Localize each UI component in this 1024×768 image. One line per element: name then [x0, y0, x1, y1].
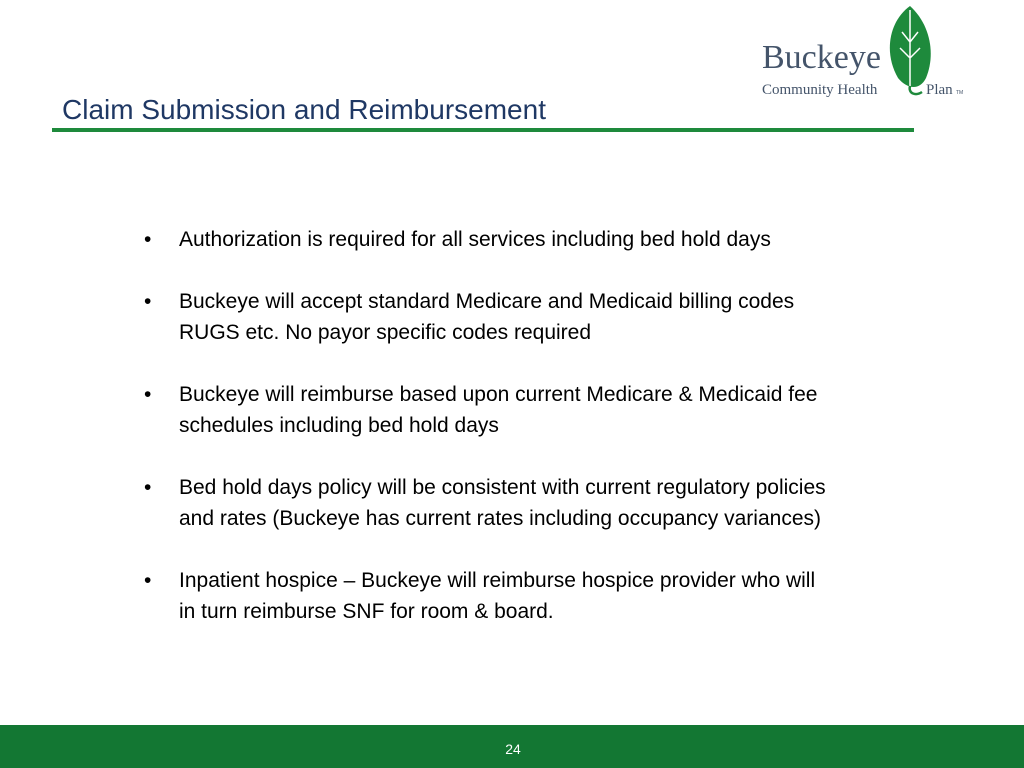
bullet-item [144, 472, 834, 534]
bullet-marker: • [144, 383, 152, 406]
bullet-marker: • [144, 569, 152, 592]
title-underline [52, 128, 914, 132]
buckeye-logo [760, 2, 970, 102]
slide-title: Claim Submission and Reimbursement [62, 94, 546, 125]
bullet-marker: • [144, 290, 152, 313]
bullet-list [144, 224, 834, 658]
bullet-text: Bed hold days policy will be consistent with current regulatory policies and rates (Buckeye has current rates including occupancy variances) [179, 476, 826, 530]
leaf-stem [910, 86, 922, 94]
bullet-item [144, 224, 834, 255]
logo-tm: TM [956, 90, 964, 96]
bullet-item [144, 565, 834, 627]
bullet-marker: • [144, 476, 152, 499]
page-number: 24 [505, 741, 521, 757]
bullet-text: Buckeye will accept standard Medicare and Medicaid billing codes RUGS etc. No payor specific codes required [179, 290, 795, 344]
logo-word-buckeye: Buckeye [762, 39, 881, 76]
logo-word-community-health: Community Health [762, 82, 878, 98]
logo-word-plan: Plan [926, 82, 953, 98]
bullet-text: Buckeye will reimburse based upon current Medicare & Medicaid fee schedules including bed hold days [179, 383, 818, 437]
logo-graphic [760, 2, 970, 102]
bullet-text: Authorization is required for all services including bed hold days [179, 228, 771, 251]
bullet-item [144, 379, 834, 441]
bullet-item [144, 286, 834, 348]
bullet-marker: • [144, 228, 152, 251]
bullet-text: Inpatient hospice – Buckeye will reimburse hospice provider who will in turn reimburse SNF for room & board. [179, 569, 816, 623]
